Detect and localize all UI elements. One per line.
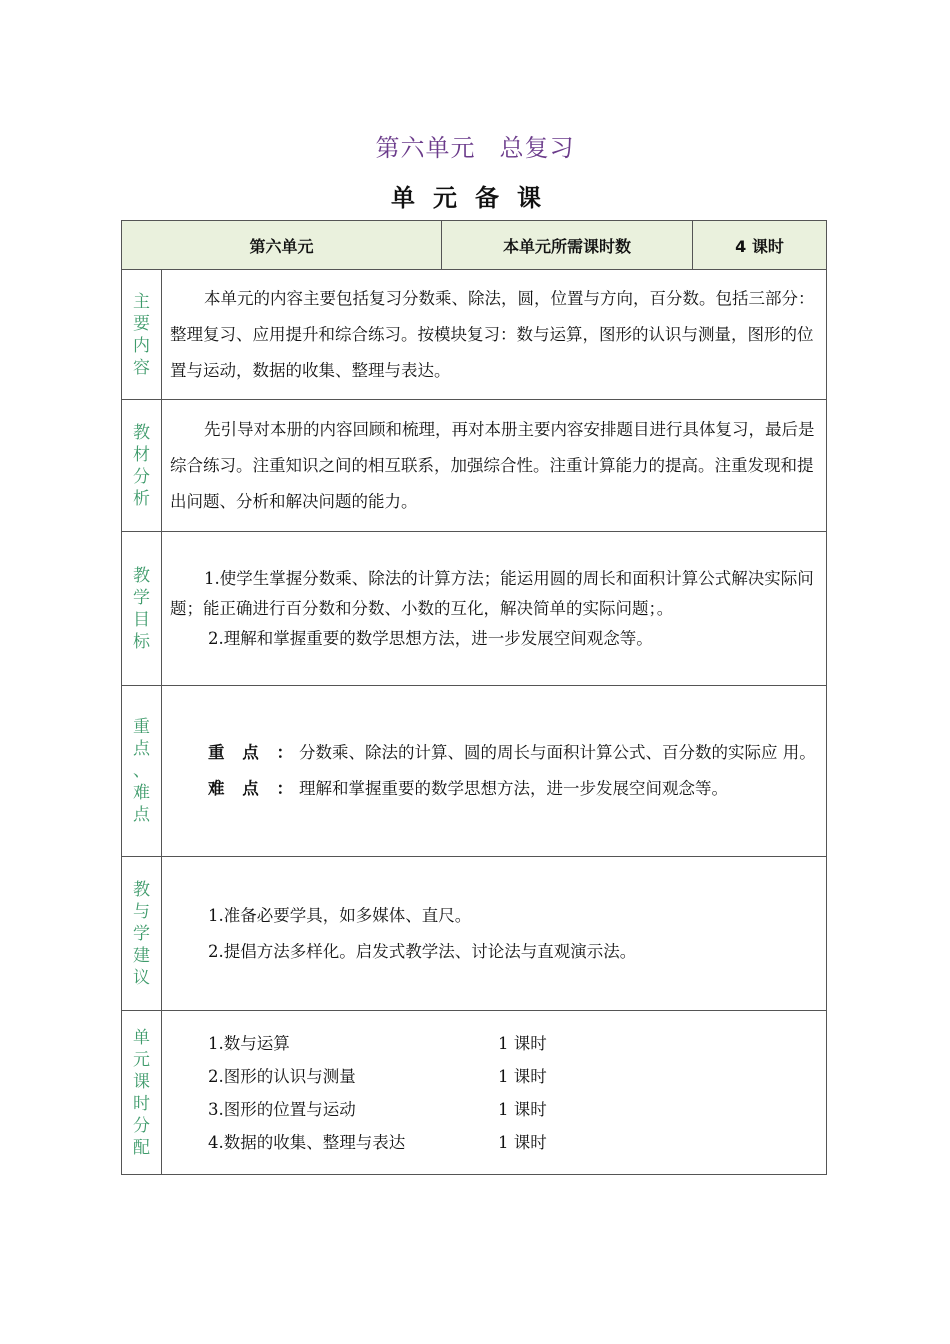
suggestion-item-2: 2.提倡方法多样化。启发式教学法、讨论法与直观演示法。 [208,941,637,961]
row-analysis [122,400,827,532]
allocation-item [170,1027,820,1060]
row-label-main-content: 主 要 内 容 [122,270,162,400]
analysis-text: 先引导对本册的内容回顾和梳理，再对本册主要内容安排题目进行具体复习，最后是综合练习。注重知识之间的相互联系，加强综合性。注重计算能力的提高。注重发现和提出问题、分析和解决问题的能力。 [170,419,815,511]
row-label-allocation: 单 元 课 时 分 配 [122,1011,162,1175]
allocation-hours: 1 课时 [498,1099,547,1119]
key-point-text: 分数乘、除法的计算、圆的周长与面积计算公式、百分数的实际应 用。 [299,743,816,762]
row-key-points [122,686,827,857]
allocation-item [170,1060,820,1093]
hard-point-text: 理解和掌握重要的数学思想方法，进一步发展空间观念等。 [299,779,728,798]
main-content-text: 本单元的内容主要包括复习分数乘、除法，圆，位置与方向，百分数。包括三部分：整理复习、应用提升和综合练习。按模块复习：数与运算，图形的认识与测量，图形的位置与运动，数据的收集、整理与表达。 [170,288,815,380]
header-hours: 4 课时 [693,221,827,270]
header-unit: 第六单元 [122,221,442,270]
key-point [170,735,820,771]
row-label-goals: 教 学 目 标 [122,532,162,686]
allocation-hours: 1 课时 [498,1066,547,1086]
row-label-suggestions: 教 与 学 建 议 [122,857,162,1011]
hard-point [170,771,820,807]
title-unit: 第六单元 [375,134,476,162]
allocation-item [170,1093,820,1126]
page-subtitle: 单元备课 [391,183,559,212]
goal-item-2: 2.理解和掌握重要的数学思想方法，进一步发展空间观念等。 [208,628,653,648]
allocation-hours: 1 课时 [498,1132,547,1152]
allocation-name: 4.数据的收集、整理与表达 [208,1132,406,1152]
allocation-item [170,1126,820,1159]
goal-item-1: 1.使学生掌握分数乘、除法的计算方法；能运用圆的周长和面积计算公式解决实际问题；能正确进行百分数和分数、小数的互化，解决简单的实际问题；。 [170,568,814,618]
title-topic: 总复习 [499,134,575,162]
suggestion-item-1: 1.准备必要学具，如多媒体、直尺。 [208,905,472,925]
allocation-name: 3.图形的位置与运动 [208,1099,356,1119]
allocation-hours: 1 课时 [498,1033,547,1053]
header-hours-label: 本单元所需课时数 [442,221,693,270]
hard-point-label: 难 点 ： [208,779,299,798]
allocation-name: 2.图形的认识与测量 [208,1066,356,1086]
row-allocation [122,1011,827,1175]
page-title [0,128,950,163]
allocation-name: 1.数与运算 [208,1033,290,1053]
row-label-analysis: 教 材 分 析 [122,400,162,532]
header-row [122,221,827,270]
key-point-label: 重 点 ： [208,743,299,762]
row-suggestions [122,857,827,1011]
row-goals [122,532,827,686]
row-label-key-points: 重 点 、 难 点 [122,686,162,857]
row-main-content [122,270,827,400]
lesson-plan-table [121,220,827,1175]
